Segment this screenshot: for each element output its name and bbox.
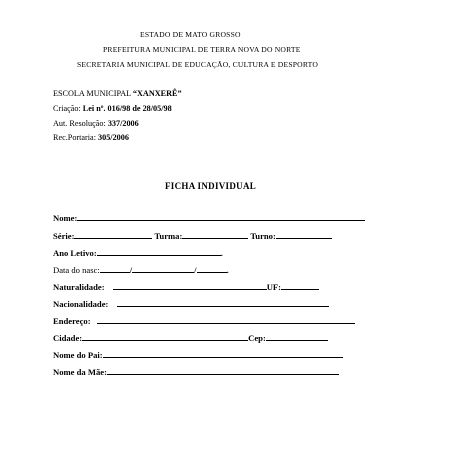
data-period: . — [226, 265, 229, 275]
turno-label: Turno: — [250, 231, 276, 241]
endereco-label: Endereço: — [53, 316, 91, 326]
cidade-blank[interactable] — [82, 332, 248, 341]
uf-blank[interactable] — [281, 281, 319, 290]
field-endereco — [53, 315, 355, 326]
criacao-value: Lei nº. 016/98 de 28/05/98 — [82, 104, 172, 113]
header-state: ESTADO DE MATO GROSSO — [140, 30, 241, 39]
nome-pai-label: Nome do Pai: — [53, 350, 103, 360]
nome-label: Nome: — [53, 213, 78, 223]
school-name-value: “XANXERÊ” — [132, 89, 182, 98]
nome-pai-blank[interactable] — [103, 349, 343, 358]
rec-value: 305/2006 — [98, 133, 129, 142]
turma-blank[interactable] — [182, 230, 248, 239]
school-name-line — [53, 89, 182, 98]
turno-blank[interactable] — [276, 230, 332, 239]
header-prefeitura: PREFEITURA MUNICIPAL DE TERRA NOVA DO NORTE — [103, 45, 301, 54]
nacionalidade-blank[interactable] — [117, 298, 329, 307]
aut-label: Aut. Resolução: — [53, 119, 108, 128]
serie-label: Série: — [53, 231, 75, 241]
field-serie-turma-turno — [53, 230, 332, 241]
data-day-blank[interactable] — [100, 264, 133, 275]
ano-letivo-label: Ano Letivo: — [53, 248, 97, 258]
criacao-line — [53, 104, 172, 113]
nome-mae-label: Nome da Mãe: — [53, 367, 107, 377]
ano-letivo-blank[interactable] — [97, 247, 221, 256]
data-month-blank[interactable] — [129, 264, 197, 275]
nome-mae-blank[interactable] — [107, 366, 339, 375]
school-name-label: ESCOLA MUNICIPAL — [53, 89, 133, 98]
nacionalidade-label: Nacionalidade: — [53, 299, 109, 309]
cidade-label: Cidade: — [53, 333, 83, 343]
header-secretaria: SECRETARIA MUNICIPAL DE EDUCAÇÃO, CULTURA E DESPORTO — [77, 60, 319, 69]
endereco-blank[interactable] — [97, 315, 355, 324]
cep-label: Cep: — [248, 333, 266, 343]
criacao-label: Criação: — [53, 104, 83, 113]
field-nome-pai — [53, 349, 343, 360]
aut-line — [53, 119, 139, 128]
naturalidade-blank[interactable] — [113, 281, 267, 290]
cep-blank[interactable] — [266, 332, 328, 341]
rec-line — [53, 133, 129, 142]
data-nasc-label: Data do nasc: — [53, 265, 100, 275]
uf-label: UF: — [266, 282, 282, 292]
form-title: FICHA INDIVIDUAL — [165, 181, 257, 191]
data-slash-1: / — [129, 265, 133, 275]
field-ano-letivo — [53, 247, 223, 258]
rec-label: Rec.Portaria: — [53, 133, 99, 142]
aut-value: 337/2006 — [107, 119, 139, 128]
data-slash-2: / — [194, 265, 197, 275]
data-year-blank[interactable] — [197, 264, 227, 273]
ano-letivo-period: . — [220, 248, 223, 258]
naturalidade-label: Naturalidade: — [53, 282, 105, 292]
turma-label: Turma: — [154, 231, 183, 241]
field-data-nasc — [53, 264, 229, 275]
field-cidade-cep — [53, 332, 328, 343]
field-nome-mae — [53, 366, 339, 377]
field-nome — [53, 212, 365, 223]
serie-blank[interactable] — [74, 230, 152, 239]
field-nacionalidade — [53, 298, 329, 309]
nome-blank[interactable] — [77, 212, 365, 221]
field-naturalidade — [53, 281, 319, 292]
